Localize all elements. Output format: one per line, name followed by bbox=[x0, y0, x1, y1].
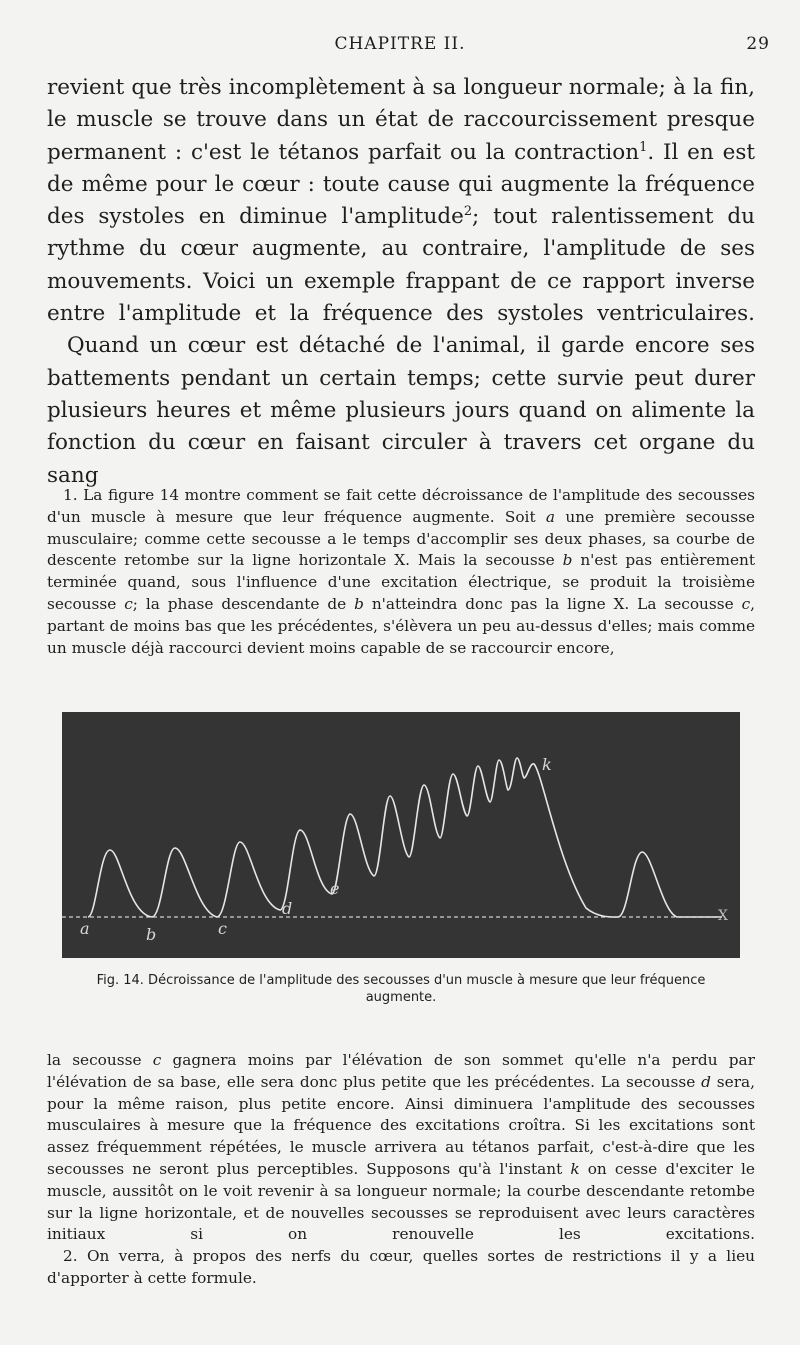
footnote-1-text-2: une première secousse musculaire; comme cette secousse a le temps d'accomplir ses deux phases, sa courbe de descente retombe sur la ligne horizontale X. Mais la secousse bbox=[47, 507, 755, 570]
label-c: c bbox=[124, 594, 133, 613]
footnote-2-marker: 2 bbox=[463, 204, 473, 220]
label-k: k bbox=[570, 1159, 580, 1178]
label-b: b bbox=[562, 551, 573, 570]
footnote-2 bbox=[47, 1246, 755, 1290]
figure-label-d: d bbox=[282, 899, 293, 918]
label-c-2: c bbox=[741, 594, 751, 613]
footnote-cont-text-3: sera, pour la même raison, plus petite encore. Ainsi diminuera l'amplitude des secousses musculaires à mesure que la fréquence des excitations croîtra. Si les excitations sont assez fréquemment répétées, le muscle arrivera au tétanos parfait, c'est-à-dire que les secousses ne seront plus perceptibles. Supposons qu'à l'instant bbox=[47, 1072, 755, 1178]
figure-axis-x: X bbox=[718, 908, 728, 924]
paragraph-2: Quand un cœur est détaché de l'animal, il garde encore ses battements pendant un certain temps; cette survie peut durer plusieurs heures et même plusieurs jours quand on alimente la fonction du cœur en faisant circuler à travers cet organe du sang bbox=[47, 333, 755, 488]
paragraph-1-part-2: . Il en est de même pour le cœur : toute cause qui augmente la fréquence des systoles en diminue l'amplitude bbox=[47, 139, 755, 230]
figure-label-b: b bbox=[146, 925, 157, 944]
label-c-3: c bbox=[152, 1051, 162, 1069]
footnote-1-text-3: n'est pas entièrement terminée quand, sous l'influence d'une excitation électrique, se produit la troisième secousse bbox=[47, 551, 755, 613]
footnote-1-text-1: La figure 14 montre comment se fait cette décroissance de l'amplitude des secousses d'un muscle à mesure que leur fréquence augmente. Soit bbox=[47, 486, 755, 526]
paragraph-1 bbox=[47, 72, 755, 330]
figure-caption: Fig. 14. Décroissance de l'amplitude des secousses d'un muscle à mesure que leur fréquence augmente. bbox=[96, 973, 706, 1005]
footnote-cont-text-1: la secousse bbox=[47, 1051, 153, 1069]
footnote-2-number: 2. bbox=[63, 1247, 78, 1266]
paragraph-1-part-1: revient que très incomplètement à sa longueur normale; à la fin, le muscle se trouve dans un état de raccourcissement presque permanent : c'est le tétanos parfait ou la contraction bbox=[47, 75, 755, 165]
footnote-1 bbox=[47, 485, 755, 659]
label-b-2: b bbox=[354, 594, 364, 613]
figure-14 bbox=[62, 712, 740, 958]
footnote-1-text-6: , partant de moins bas que les précédentes, s'élèvera un peu au-dessus d'elles; mais comme un muscle déjà raccourci devient moins capable de se raccourcir encore, bbox=[47, 594, 756, 657]
label-a: a bbox=[545, 507, 556, 526]
footnote-2-text: On verra, à propos des nerfs du cœur, quelles sortes de restrictions il y a lieu d'apporter à cette formule. bbox=[47, 1247, 755, 1287]
muscle-twitch-curve bbox=[88, 758, 722, 917]
figure-label-a: a bbox=[80, 919, 90, 938]
footnote-1-marker: 1 bbox=[639, 139, 648, 155]
footnote-cont-text-4: on cesse d'exciter le muscle, aussitôt on le voit revenir à sa longueur normale; la courbe descendante retombe sur la ligne horizontale, et de nouvelles secousses se reproduisent avec leurs caractères initiaux si on renouvelle les excitations. bbox=[47, 1159, 755, 1244]
figure-label-c: c bbox=[218, 919, 227, 938]
footnote-1-text-5: n'atteindra donc pas la ligne X. La secousse bbox=[363, 594, 742, 613]
label-d: d bbox=[701, 1072, 711, 1091]
footnote-continuation bbox=[47, 1050, 755, 1290]
footnote-1-continued bbox=[47, 1050, 755, 1246]
page-number: 29 bbox=[746, 34, 770, 54]
footnote-1-text-4: ; la phase descendante de bbox=[132, 594, 355, 613]
main-text bbox=[47, 72, 755, 492]
footnote-cont-text-2: gagnera moins par l'élévation de son sommet qu'elle n'a perdu par l'élévation de sa base, elle sera donc plus petite que les précédentes. La secousse bbox=[47, 1051, 755, 1091]
myogram-trace bbox=[62, 712, 740, 958]
running-header bbox=[0, 34, 800, 64]
paragraph-1-part-3: ; tout ralentissement du rythme du cœur augmente, au contraire, l'amplitude de ses mouvements. Voici un exemple frappant de ce rapport inverse entre l'amplitude et la fréquence des systoles ventriculaires. bbox=[47, 204, 755, 327]
chapter-title: CHAPITRE II. bbox=[334, 34, 466, 54]
footnote-1-number: 1. bbox=[63, 486, 78, 504]
figure-label-e: e bbox=[330, 879, 340, 898]
figure-label-k: k bbox=[542, 755, 552, 774]
